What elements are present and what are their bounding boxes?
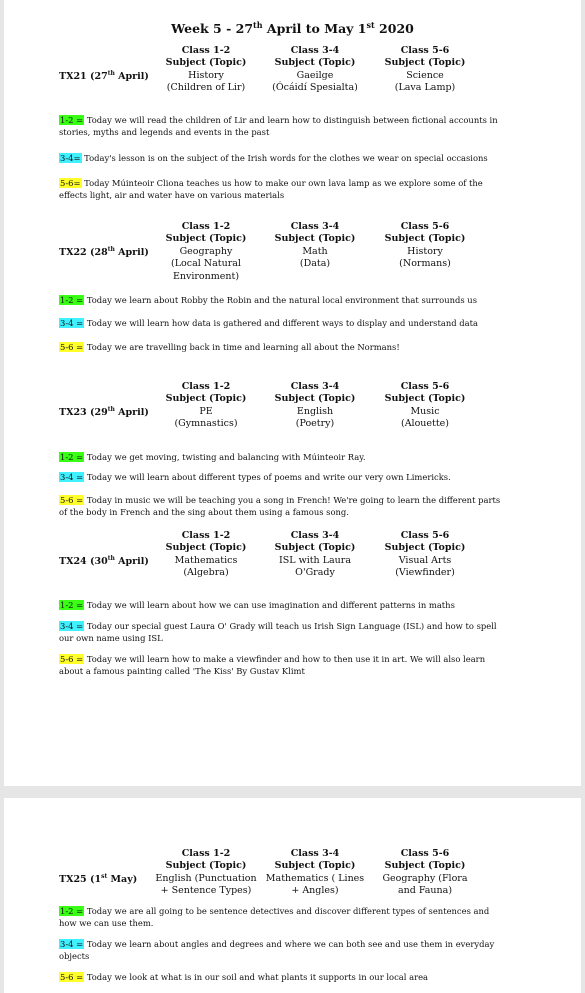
topic-line: (Children of Lir) bbox=[166, 82, 246, 94]
class-name: Class 1-2 bbox=[181, 45, 231, 56]
topic-line: PE bbox=[199, 405, 213, 417]
heading-sup-a: th bbox=[253, 20, 263, 30]
tx-label-text: April) bbox=[114, 556, 149, 568]
class-highlight-tag: 1-2 = bbox=[60, 600, 84, 610]
tx-label-text: TX23 (29 bbox=[59, 407, 108, 419]
class-column bbox=[151, 381, 261, 431]
class-highlight-tag: 5-6= bbox=[60, 178, 81, 188]
topic-line: Math bbox=[302, 245, 328, 257]
class-highlight-tag: 3-4 = bbox=[60, 318, 84, 328]
subject-label: Subject (Topic) bbox=[274, 233, 356, 245]
lesson-note bbox=[59, 153, 509, 165]
lesson-note-text: Today our special guest Laura O' Grady will teach us Irish Sign Language (ISL) and how to spell our own name using ISL bbox=[59, 621, 497, 643]
class-highlight-tag: 1-2 = bbox=[60, 295, 84, 305]
tx-label bbox=[59, 873, 137, 885]
lesson-note bbox=[59, 495, 509, 518]
class-highlight-tag: 3-4 = bbox=[60, 621, 84, 631]
lesson-note-text: Today we are travelling back in time and learning all about the Normans! bbox=[84, 342, 400, 352]
class-name: Class 5-6 bbox=[400, 848, 450, 859]
lesson-note-text: Today we will learn how to make a viewfinder and how to then use it in art. We will also learn about a famous painting called 'The Kiss' By Gustav Klimt bbox=[59, 654, 486, 676]
lesson-note-text: Today we will learn how data is gathered and different ways to display and understand data bbox=[84, 318, 478, 328]
tx-label-text: TX22 (28 bbox=[59, 247, 108, 259]
lesson-note bbox=[59, 621, 509, 644]
topic-line: O'Grady bbox=[295, 567, 335, 579]
class-column bbox=[260, 848, 370, 898]
topic-line: (Lava Lamp) bbox=[394, 82, 456, 94]
topic-line: English bbox=[296, 405, 334, 417]
topic-line: Visual Arts bbox=[398, 554, 452, 566]
tx-label bbox=[59, 406, 149, 418]
class-column bbox=[370, 45, 480, 95]
tx-label-sup: st bbox=[101, 873, 108, 880]
topic-line: History bbox=[407, 245, 443, 257]
page-heading bbox=[4, 20, 581, 36]
lesson-note-text: Today Múinteoir Cliona teaches us how to make our own lava lamp as we explore some of the effects light, air and water have on various materials bbox=[59, 178, 483, 200]
tx-label-sup: th bbox=[107, 70, 115, 77]
lesson-note bbox=[59, 342, 509, 354]
lesson-note bbox=[59, 972, 509, 984]
lesson-note bbox=[59, 654, 509, 677]
lesson-note-text: Today we will learn about how we can use imagination and different patterns in maths bbox=[84, 600, 455, 610]
topic-line: Mathematics bbox=[174, 554, 238, 566]
subject-label: Subject (Topic) bbox=[384, 860, 466, 872]
class-name: Class 5-6 bbox=[400, 221, 450, 232]
class-name: Class 5-6 bbox=[400, 45, 450, 56]
topic-line: English (Punctuation bbox=[155, 872, 257, 884]
class-column bbox=[370, 848, 480, 898]
lesson-note bbox=[59, 115, 509, 138]
subject-label: Subject (Topic) bbox=[165, 57, 247, 69]
topic-line: (Ócáidí Spesialta) bbox=[272, 82, 358, 94]
class-name: Class 1-2 bbox=[181, 530, 231, 541]
topic-line: Mathematics ( Lines bbox=[265, 872, 365, 884]
tx-label-sup: th bbox=[107, 406, 115, 413]
lesson-note bbox=[59, 452, 509, 464]
tx-label-text: April) bbox=[114, 247, 149, 259]
lesson-note-text: Today we will learn about different types of poems and write our very own Limericks. bbox=[84, 472, 451, 482]
lesson-note bbox=[59, 295, 509, 307]
tx-label-text: TX24 (30 bbox=[59, 556, 108, 568]
topic-line: Music bbox=[410, 405, 440, 417]
class-column bbox=[260, 221, 370, 271]
subject-label: Subject (Topic) bbox=[274, 542, 356, 554]
subject-label: Subject (Topic) bbox=[165, 393, 247, 405]
topic-line: Science bbox=[406, 69, 444, 81]
subject-label: Subject (Topic) bbox=[165, 233, 247, 245]
class-name: Class 5-6 bbox=[400, 530, 450, 541]
subject-label: Subject (Topic) bbox=[384, 393, 466, 405]
class-column bbox=[260, 45, 370, 95]
topic-line: History bbox=[188, 69, 224, 81]
subject-label: Subject (Topic) bbox=[274, 393, 356, 405]
lesson-note-text: Today we will read the children of Lir and learn how to distinguish between fictional accounts in stories, myths and legends and events in the past bbox=[59, 115, 498, 137]
tx-label-sup: th bbox=[107, 555, 115, 562]
topic-line: (Poetry) bbox=[295, 418, 335, 430]
lesson-note bbox=[59, 318, 509, 330]
class-column bbox=[151, 530, 261, 580]
topic-line: Gaeilge bbox=[296, 69, 334, 81]
class-column bbox=[151, 221, 261, 283]
class-name: Class 1-2 bbox=[181, 848, 231, 859]
lesson-note bbox=[59, 178, 509, 201]
topic-line: (Viewfinder) bbox=[395, 567, 455, 579]
class-column bbox=[370, 221, 480, 271]
tx-label-text: TX21 (27 bbox=[59, 71, 108, 83]
page-1 bbox=[4, 0, 581, 786]
lesson-note-text: Today we look at what is in our soil and what plants it supports in our local area bbox=[84, 972, 429, 982]
class-highlight-tag: 1-2 = bbox=[60, 452, 84, 462]
class-column bbox=[151, 45, 261, 95]
subject-label: Subject (Topic) bbox=[274, 57, 356, 69]
topic-line: + Angles) bbox=[291, 885, 339, 897]
heading-text-c: 2020 bbox=[374, 21, 414, 37]
lesson-note bbox=[59, 472, 509, 484]
lesson-note-text: Today's lesson is on the subject of the Irish words for the clothes we wear on special occasions bbox=[81, 153, 488, 163]
tx-label bbox=[59, 555, 149, 567]
subject-label: Subject (Topic) bbox=[384, 542, 466, 554]
topic-line: + Sentence Types) bbox=[160, 885, 252, 897]
subject-label: Subject (Topic) bbox=[165, 860, 247, 872]
tx-label bbox=[59, 70, 149, 82]
topic-line: and Fauna) bbox=[397, 885, 453, 897]
tx-label bbox=[59, 246, 149, 258]
class-column bbox=[370, 381, 480, 431]
class-highlight-tag: 5-6 = bbox=[60, 342, 84, 352]
lesson-note bbox=[59, 906, 509, 929]
class-column bbox=[151, 848, 261, 898]
class-name: Class 3-4 bbox=[290, 45, 340, 56]
topic-line: (Normans) bbox=[399, 258, 451, 270]
class-column bbox=[370, 530, 480, 580]
subject-label: Subject (Topic) bbox=[384, 233, 466, 245]
tx-label-sup: th bbox=[107, 246, 115, 253]
subject-label: Subject (Topic) bbox=[165, 542, 247, 554]
class-highlight-tag: 3-4 = bbox=[60, 939, 84, 949]
topic-line: (Gymnastics) bbox=[174, 418, 238, 430]
subject-label: Subject (Topic) bbox=[274, 860, 356, 872]
class-column bbox=[260, 530, 370, 580]
class-highlight-tag: 3-4= bbox=[60, 153, 81, 163]
topic-line: Geography (Flora bbox=[382, 872, 468, 884]
heading-text-a: Week 5 - 27 bbox=[171, 21, 254, 37]
class-name: Class 3-4 bbox=[290, 221, 340, 232]
topic-line: (Alouette) bbox=[400, 418, 450, 430]
class-highlight-tag: 5-6 = bbox=[60, 972, 84, 982]
class-name: Class 1-2 bbox=[181, 381, 231, 392]
tx-label-text: April) bbox=[114, 407, 149, 419]
lesson-note-text: Today we learn about angles and degrees and where we can both see and use them in everyday objects bbox=[59, 939, 495, 961]
class-highlight-tag: 1-2 = bbox=[60, 115, 84, 125]
lesson-note bbox=[59, 600, 509, 612]
lesson-note-text: Today we get moving, twisting and balancing with Múinteoir Ray. bbox=[84, 452, 366, 462]
class-highlight-tag: 5-6 = bbox=[60, 495, 84, 505]
page-2 bbox=[4, 798, 581, 993]
topic-line: (Data) bbox=[299, 258, 331, 270]
lesson-note-text: Today we are all going to be sentence detectives and discover different types of sentences and how we can use them. bbox=[59, 906, 490, 928]
topic-line: Geography bbox=[179, 245, 233, 257]
lesson-note-text: Today in music we will be teaching you a song in French! We're going to learn the different parts of the body in French and the sing about them using a famous song. bbox=[59, 495, 501, 517]
class-highlight-tag: 1-2 = bbox=[60, 906, 84, 916]
topic-line: ISL with Laura bbox=[278, 554, 351, 566]
lesson-note-text: Today we learn about Robby the Robin and the natural local environment that surrounds us bbox=[84, 295, 477, 305]
topic-line: (Algebra) bbox=[183, 567, 229, 579]
class-highlight-tag: 3-4 = bbox=[60, 472, 84, 482]
class-name: Class 5-6 bbox=[400, 381, 450, 392]
tx-label-text: April) bbox=[114, 71, 149, 83]
heading-text-b: April to May 1 bbox=[262, 21, 367, 37]
heading-sup-b: st bbox=[366, 20, 375, 30]
class-name: Class 1-2 bbox=[181, 221, 231, 232]
class-highlight-tag: 5-6 = bbox=[60, 654, 84, 664]
class-name: Class 3-4 bbox=[290, 381, 340, 392]
topic-line: (Local Natural bbox=[171, 258, 241, 270]
tx-label-text: TX25 (1 bbox=[59, 874, 102, 886]
tx-label-text: May) bbox=[107, 874, 138, 886]
lesson-note bbox=[59, 939, 509, 962]
class-name: Class 3-4 bbox=[290, 848, 340, 859]
class-name: Class 3-4 bbox=[290, 530, 340, 541]
topic-line: Environment) bbox=[172, 270, 240, 282]
class-column bbox=[260, 381, 370, 431]
subject-label: Subject (Topic) bbox=[384, 57, 466, 69]
